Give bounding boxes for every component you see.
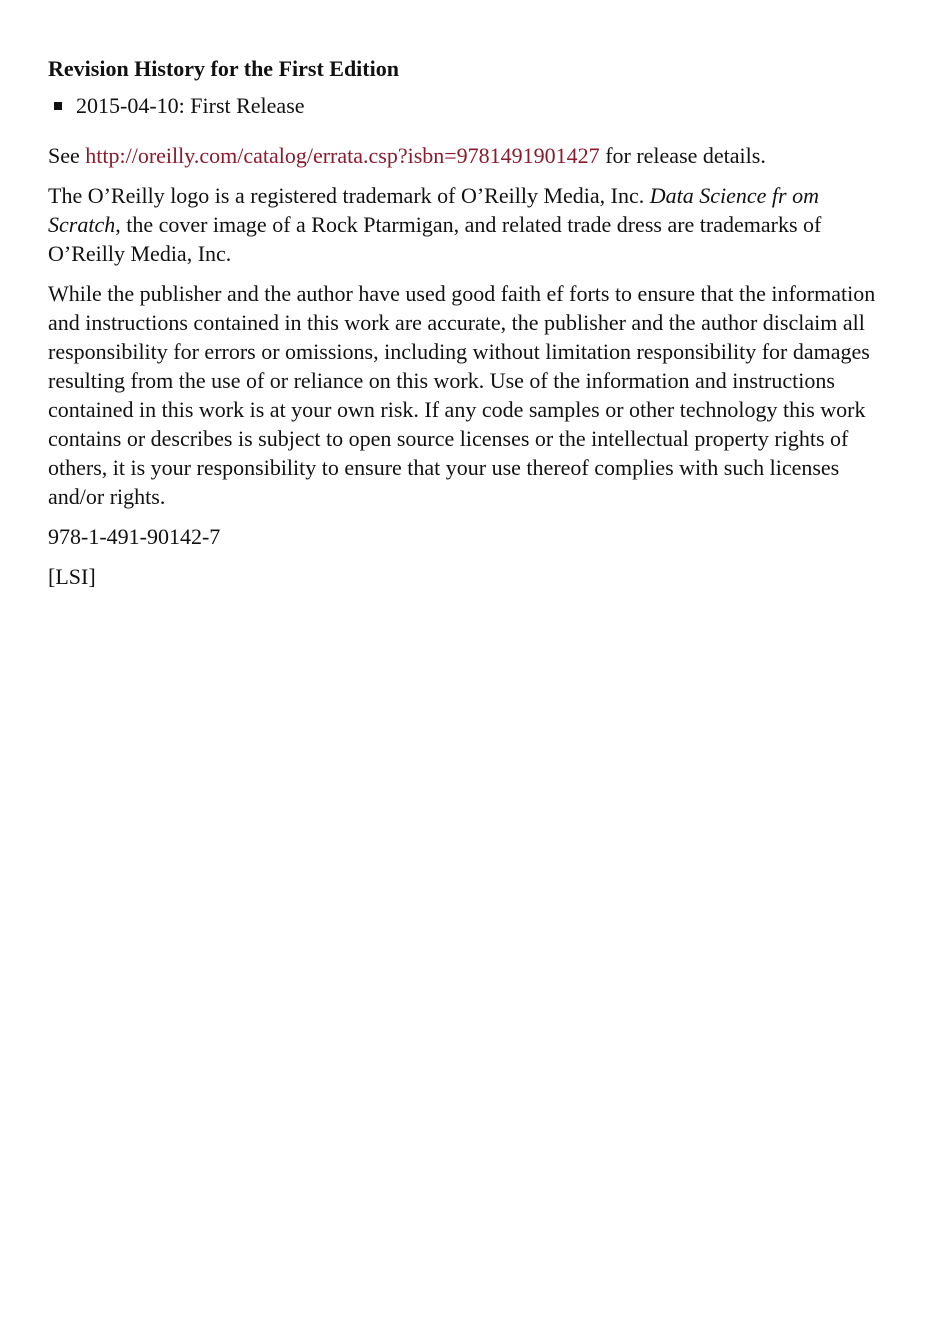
revision-entry-text: 2015-04-10: First Release: [76, 93, 305, 118]
trademark-text-1: The O’Reilly logo is a registered trademark of O’Reilly Media, Inc.: [48, 183, 650, 208]
errata-link[interactable]: http://oreilly.com/catalog/errata.csp?isbn=9781491901427: [85, 143, 600, 168]
errata-prefix: See: [48, 143, 86, 168]
copyright-page: [48, 54, 878, 591]
disclaimer-paragraph: While the publisher and the author have used good faith ef forts to ensure that the information and instructions contained in this work are accurate, the publisher and the author disclaim all responsibility for errors or omissions, including without limitation responsibility for damages resulting from the use of or reliance on this work. Use of the information and instructions contained in this work is at your own risk. If any code samples or other technology this work contains or describes is subject to open source licenses or the intellectual property rights of others, it is your responsibility to ensure that your use thereof complies with such licenses and/or rights.: [48, 281, 876, 509]
errata-paragraph: [48, 141, 878, 170]
trademark-paragraph: [48, 181, 878, 268]
book-title: Data Science fr om Scratch: [48, 183, 819, 237]
printer-code: [LSI]: [48, 564, 96, 589]
trademark-text-2: , the cover image of a Rock Ptarmigan, and related trade dress are trademarks of O’Reilly Media, Inc.: [48, 212, 822, 266]
isbn-number: 978-1-491-90142-7: [48, 524, 221, 549]
errata-suffix: for release details.: [599, 143, 766, 168]
square-bullet-icon: [54, 102, 62, 110]
revision-history-entry: [48, 91, 878, 120]
revision-history-heading: Revision History for the First Edition: [48, 56, 399, 81]
revision-history-list: [48, 91, 878, 120]
